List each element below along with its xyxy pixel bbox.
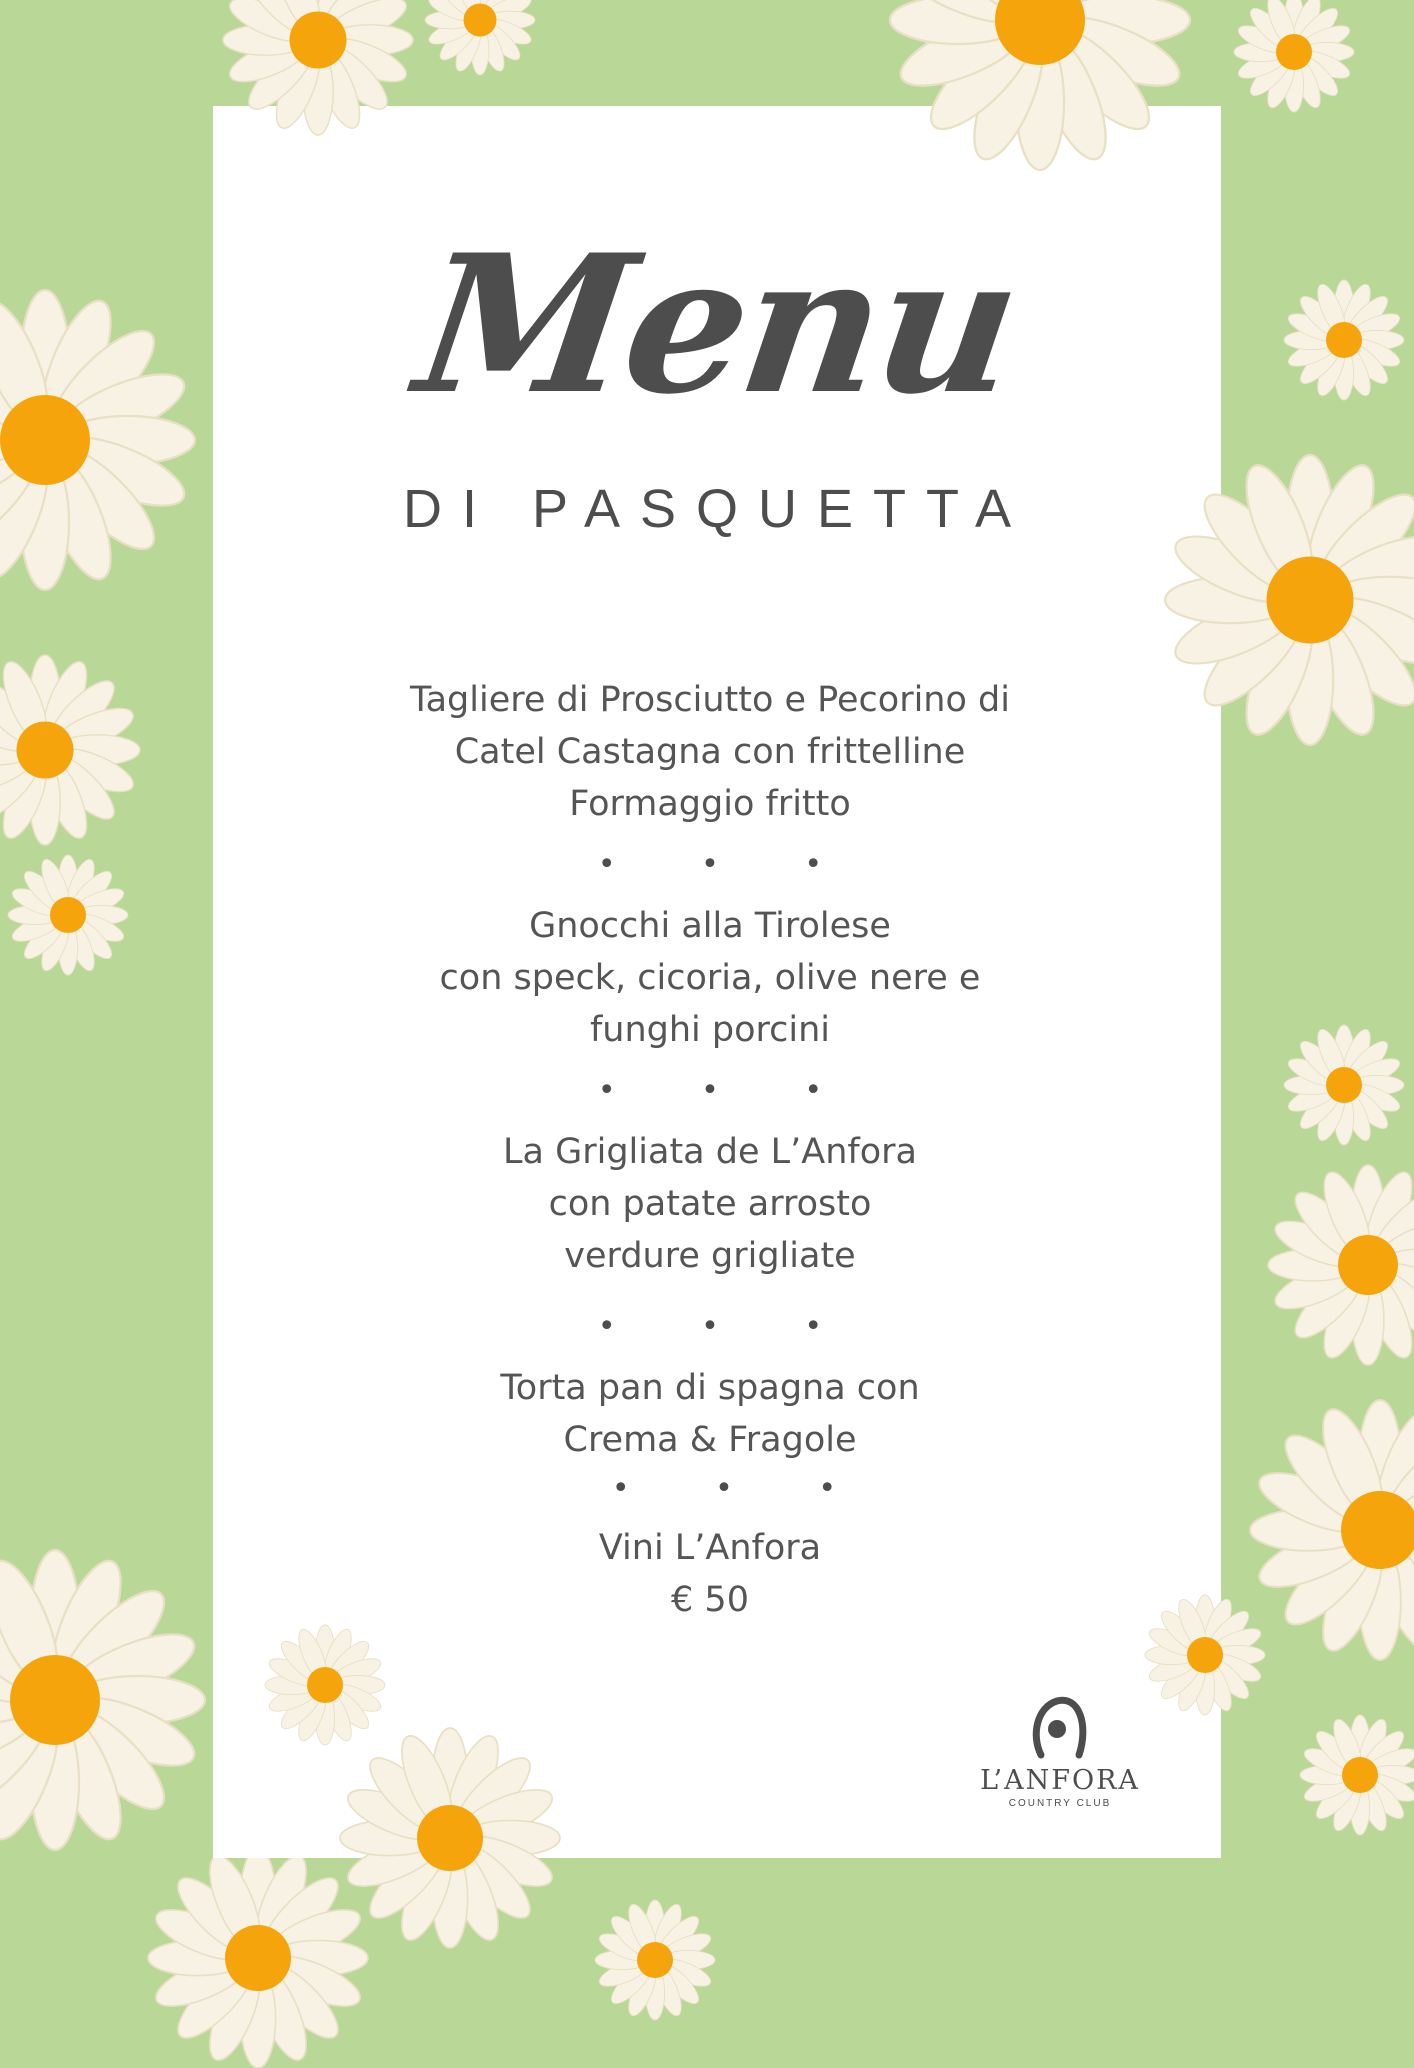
daisy-icon [425,0,535,75]
course-line: Gnocchi alla Tirolese [310,900,1110,952]
course-wine-price [310,1522,1110,1626]
course-dessert [310,1362,1110,1466]
menu-courses [310,674,1110,1626]
course-first [310,900,1110,1056]
course-line: con speck, cicoria, olive nere e [310,952,1110,1004]
separator-dots: • • • [310,1292,1110,1362]
separator-dots: • • • [310,1466,1110,1522]
anfora-icon [1027,1695,1093,1761]
course-line: verdure grigliate [310,1230,1110,1282]
lanfora-logo [965,1695,1155,1809]
daisy-icon [595,1900,715,2020]
course-line: Catel Castagna con frittelline [310,726,1110,778]
logo-tagline: COUNTRY CLUB [965,1798,1155,1809]
daisy-icon [8,855,128,975]
daisy-icon [0,655,140,845]
course-main [310,1126,1110,1282]
daisy-icon [148,1848,368,2068]
course-appetizer [310,674,1110,830]
course-line: La Grigliata de L’Anfora [310,1126,1110,1178]
course-line: con patate arrosto [310,1178,1110,1230]
daisy-icon [1234,0,1354,112]
daisy-icon [1284,280,1404,400]
daisy-icon [1250,1400,1414,1660]
wine-line: Vini L’Anfora [310,1522,1110,1574]
separator-dots: • • • [310,1056,1110,1126]
logo-name: L’ANFORA [965,1765,1155,1796]
daisy-icon [1268,1165,1414,1365]
separator-dots: • • • [310,830,1110,900]
daisy-icon [1284,1025,1404,1145]
daisy-icon [0,290,195,590]
menu-subtitle: DI PASQUETTA [213,478,1221,540]
course-line: Formaggio fritto [310,778,1110,830]
daisy-icon [1300,1715,1414,1835]
course-line: Crema & Fragole [310,1414,1110,1466]
course-line: funghi porcini [310,1004,1110,1056]
course-line: Torta pan di spagna con [310,1362,1110,1414]
menu-title: Menu [200,230,1235,420]
course-line: Tagliere di Prosciutto e Pecorino di [310,674,1110,726]
price-line: € 50 [310,1574,1110,1626]
daisy-icon [0,1550,205,1850]
